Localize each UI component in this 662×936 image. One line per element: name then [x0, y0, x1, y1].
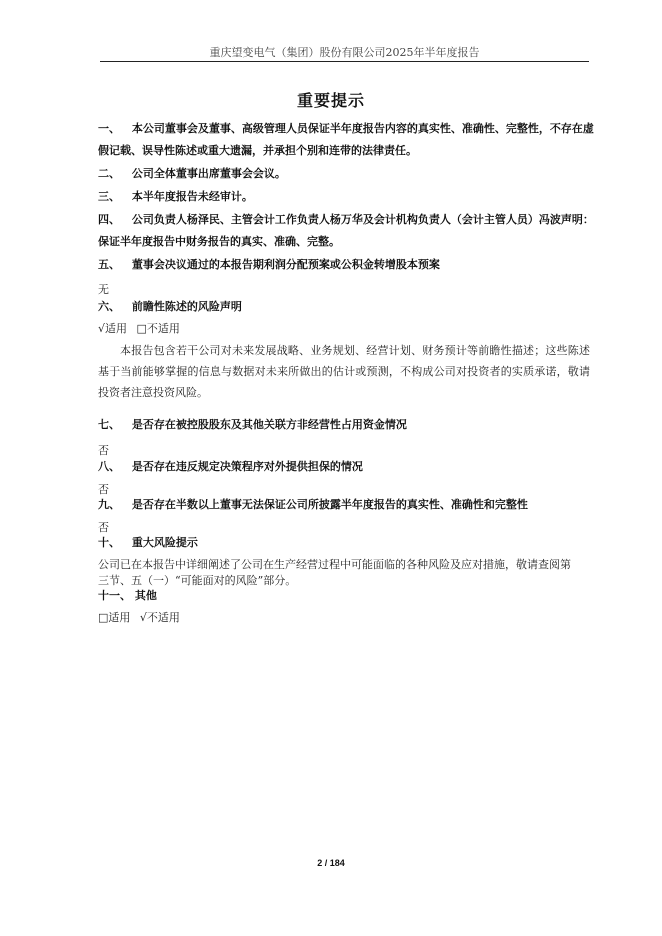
forward-looking-statement-paragraph: 本报告包含若干公司对未来发展战略、业务规划、经营计划、财务预计等前瞻性描述；这些陈述基于当前能够掌握的信息与数据对未来所做出的估计或预测，不构成公司对投资者的实质承诺，敬请投资者注意投资风险。: [98, 344, 590, 399]
applicable-unchecked: □适用: [98, 611, 131, 624]
section-8-answer: 否: [98, 483, 109, 496]
section-11-options: [98, 609, 594, 627]
section-4-number: 四、: [98, 213, 120, 226]
not-applicable-unchecked: □不适用: [136, 322, 180, 335]
section-6-options: [98, 320, 594, 338]
section-7-answer: 否: [98, 444, 109, 457]
section-7: [98, 414, 594, 436]
section-7-text: 是否存在被控股股东及其他关联方非经营性占用资金情况: [131, 418, 407, 431]
section-1-text: 本公司董事会及董事、高级管理人员保证半年度报告内容的真实性、准确性、完整性，不存在虚假记载、误导性陈述或重大遗漏，并承担个别和连带的法律责任。: [98, 122, 594, 157]
section-3: [98, 186, 594, 208]
section-10-text: 重大风险提示: [131, 536, 198, 549]
section-5-number: 五、: [98, 258, 120, 271]
section-1: [98, 118, 594, 162]
section-10: [98, 532, 594, 554]
section-9-text: 是否存在半数以上董事无法保证公司所披露半年度报告的真实性、准确性和完整性: [131, 498, 528, 511]
section-5-text: 董事会决议通过的本报告期利润分配预案或公积金转增股本预案: [131, 258, 440, 271]
section-3-text: 本半年度报告未经审计。: [131, 190, 253, 203]
section-11-number: 十一、: [98, 589, 131, 602]
section-2-text: 公司全体董事出席董事会会议。: [131, 167, 286, 180]
section-8-number: 八、: [98, 460, 120, 473]
page-title: 重要提示: [296, 91, 365, 110]
header-rule: [100, 61, 589, 62]
section-10-number: 十、: [98, 536, 120, 549]
section-11: [98, 585, 594, 607]
section-5-answer: 无: [98, 283, 109, 296]
section-4: [98, 209, 594, 253]
section-11-text: 其他: [134, 589, 157, 602]
applicable-checked: √适用: [98, 322, 128, 335]
section-9-number: 九、: [98, 498, 120, 511]
running-header: 重庆望变电气（集团）股份有限公司2025年半年度报告: [209, 46, 480, 59]
section-8: [98, 456, 594, 478]
section-6-text: 前瞻性陈述的风险声明: [131, 300, 242, 313]
section-5: [98, 254, 594, 276]
section-7-number: 七、: [98, 418, 120, 431]
page-number: 2 / 184: [317, 858, 345, 868]
section-6-number: 六、: [98, 300, 120, 313]
section-6: [98, 296, 594, 318]
section-3-number: 三、: [98, 190, 120, 203]
section-8-text: 是否存在违反规定决策程序对外提供担保的情况: [131, 460, 363, 473]
section-1-number: 一、: [98, 122, 120, 135]
section-9: [98, 494, 594, 516]
section-4-text: 公司负责人杨泽民、主管会计工作负责人杨万华及会计机构负责人（会计主管人员）冯波声明：保证半年度报告中财务报告的真实、准确、完整。: [98, 213, 594, 248]
not-applicable-checked: √不适用: [139, 611, 180, 624]
section-2-number: 二、: [98, 167, 120, 180]
section-2: [98, 163, 594, 185]
section-9-answer: 否: [98, 521, 109, 534]
major-risk-paragraph: 公司已在本报告中详细阐述了公司在生产经营过程中可能面临的各种风险及应对措施，敬请查阅第三节、五（一）“可能面对的风险”部分。: [98, 558, 571, 587]
